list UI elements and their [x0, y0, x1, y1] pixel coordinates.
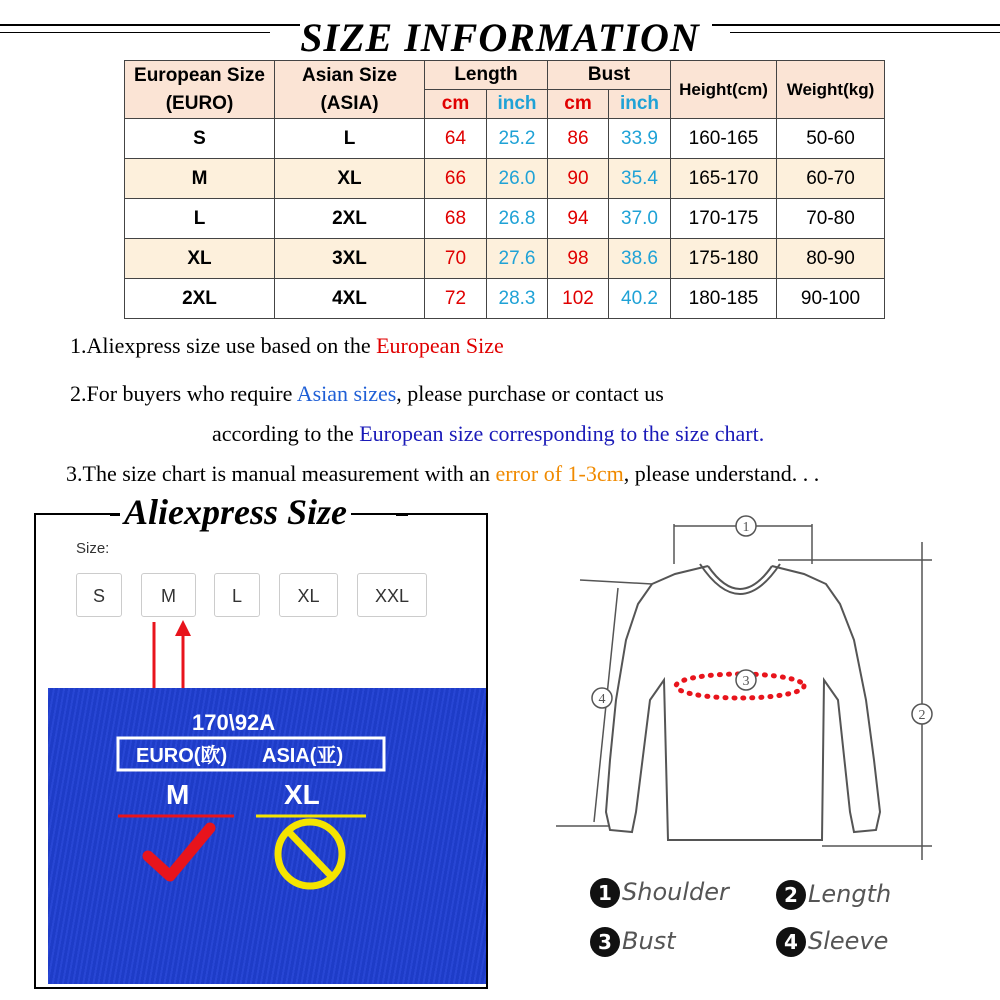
table-row: [125, 159, 885, 199]
marker-4-label: 4: [598, 692, 606, 707]
legend-1-icon: 1: [590, 878, 620, 908]
cell-bust-inch: 40.2: [609, 279, 671, 319]
aliexpress-size-title: Aliexpress Size: [120, 492, 351, 532]
size-option-s[interactable]: S: [76, 573, 122, 617]
legend-length: 2 Length: [776, 880, 891, 910]
note-2-cont: according to the European size corresponding to the size chart.: [212, 421, 765, 446]
table-row: [125, 239, 885, 279]
legend-3-icon: 3: [590, 927, 620, 957]
legend-bust: 3 Bust: [590, 927, 676, 957]
cell-height: 175-180: [671, 239, 777, 279]
cell-length-cm: 68: [425, 199, 487, 239]
size-option-l[interactable]: L: [214, 573, 260, 617]
header-length-inch: inch: [487, 90, 548, 119]
legend-sleeve: 4 Sleeve: [776, 927, 888, 957]
marker-2-label: 2: [918, 708, 926, 723]
size-option-m[interactable]: M: [141, 573, 196, 617]
cell-length-cm: 70: [425, 239, 487, 279]
legend-4-icon: 4: [776, 927, 806, 957]
cell-height: 180-185: [671, 279, 777, 319]
cell-euro-size: XL: [125, 239, 275, 279]
cell-asia-size: L: [275, 119, 425, 159]
cell-length-inch: 26.8: [487, 199, 548, 239]
cell-euro-size: 2XL: [125, 279, 275, 319]
tag-asia-label: ASIA(亚): [262, 745, 344, 767]
cell-length-cm: 72: [425, 279, 487, 319]
cell-weight: 80-90: [777, 239, 885, 279]
cell-bust-cm: 86: [548, 119, 609, 159]
header-bust-cm: cm: [548, 90, 609, 119]
cell-bust-inch: 37.0: [609, 199, 671, 239]
cell-weight: 60-70: [777, 159, 885, 199]
legend-shoulder: 1 Shoulder: [590, 878, 729, 908]
cell-bust-inch: 33.9: [609, 119, 671, 159]
tag-code: 170\92A: [192, 710, 276, 735]
table-row: [125, 119, 885, 159]
marker-1-label: 1: [742, 520, 750, 535]
clothing-tag-photo: [48, 688, 486, 984]
cell-bust-cm: 94: [548, 199, 609, 239]
cell-height: 170-175: [671, 199, 777, 239]
tag-euro-size: M: [166, 779, 190, 810]
legend-2-icon: 2: [776, 880, 806, 910]
note-1: 1.Aliexpress size use based on the European Size: [70, 333, 504, 358]
cell-asia-size: 4XL: [275, 279, 425, 319]
cell-height: 165-170: [671, 159, 777, 199]
size-option-xl[interactable]: XL: [279, 573, 338, 617]
cell-weight: 70-80: [777, 199, 885, 239]
header-length-cm: cm: [425, 90, 487, 119]
cell-bust-inch: 35.4: [609, 159, 671, 199]
table-row: [125, 199, 885, 239]
cell-height: 160-165: [671, 119, 777, 159]
header-height: Height(cm): [671, 61, 777, 119]
cell-bust-inch: 38.6: [609, 239, 671, 279]
header-bust: Bust: [548, 61, 671, 90]
cell-length-inch: 26.0: [487, 159, 548, 199]
size-option-xxl[interactable]: XXL: [357, 573, 427, 617]
header-bust-inch: inch: [609, 90, 671, 119]
cell-length-cm: 66: [425, 159, 487, 199]
cell-asia-size: XL: [275, 159, 425, 199]
marker-3-label: 3: [742, 674, 750, 689]
shirt-outline: [606, 566, 880, 840]
tag-euro-label: EURO(欧): [136, 745, 228, 767]
cell-length-inch: 28.3: [487, 279, 548, 319]
tag-asia-size: XL: [284, 779, 320, 810]
note-2: 2.For buyers who require Asian sizes, please purchase or contact us: [70, 381, 664, 406]
cell-euro-size: S: [125, 119, 275, 159]
cell-weight: 90-100: [777, 279, 885, 319]
cell-asia-size: 3XL: [275, 239, 425, 279]
header-weight: Weight(kg): [777, 61, 885, 119]
page-title: SIZE INFORMATION: [300, 15, 700, 60]
cell-weight: 50-60: [777, 119, 885, 159]
title-banner: [0, 10, 1000, 58]
ali-title-dash-right: [396, 513, 408, 516]
cell-length-inch: 25.2: [487, 119, 548, 159]
note-3: 3.The size chart is manual measurement with an error of 1-3cm, please understand. . .: [66, 461, 820, 486]
header-length: Length: [425, 61, 548, 90]
shirt-measurement-diagram: [540, 500, 990, 870]
size-table: [124, 60, 885, 319]
cell-bust-cm: 102: [548, 279, 609, 319]
header-asia: Asian Size (ASIA): [275, 61, 425, 119]
table-row: [125, 279, 885, 319]
cell-bust-cm: 90: [548, 159, 609, 199]
cell-euro-size: L: [125, 199, 275, 239]
cell-euro-size: M: [125, 159, 275, 199]
cell-length-cm: 64: [425, 119, 487, 159]
cell-length-inch: 27.6: [487, 239, 548, 279]
cell-asia-size: 2XL: [275, 199, 425, 239]
checkmark-icon: [148, 828, 210, 876]
size-label: Size:: [76, 540, 110, 557]
cell-bust-cm: 98: [548, 239, 609, 279]
header-euro: European Size (EURO): [125, 61, 275, 119]
prohibited-icon: [278, 822, 342, 886]
